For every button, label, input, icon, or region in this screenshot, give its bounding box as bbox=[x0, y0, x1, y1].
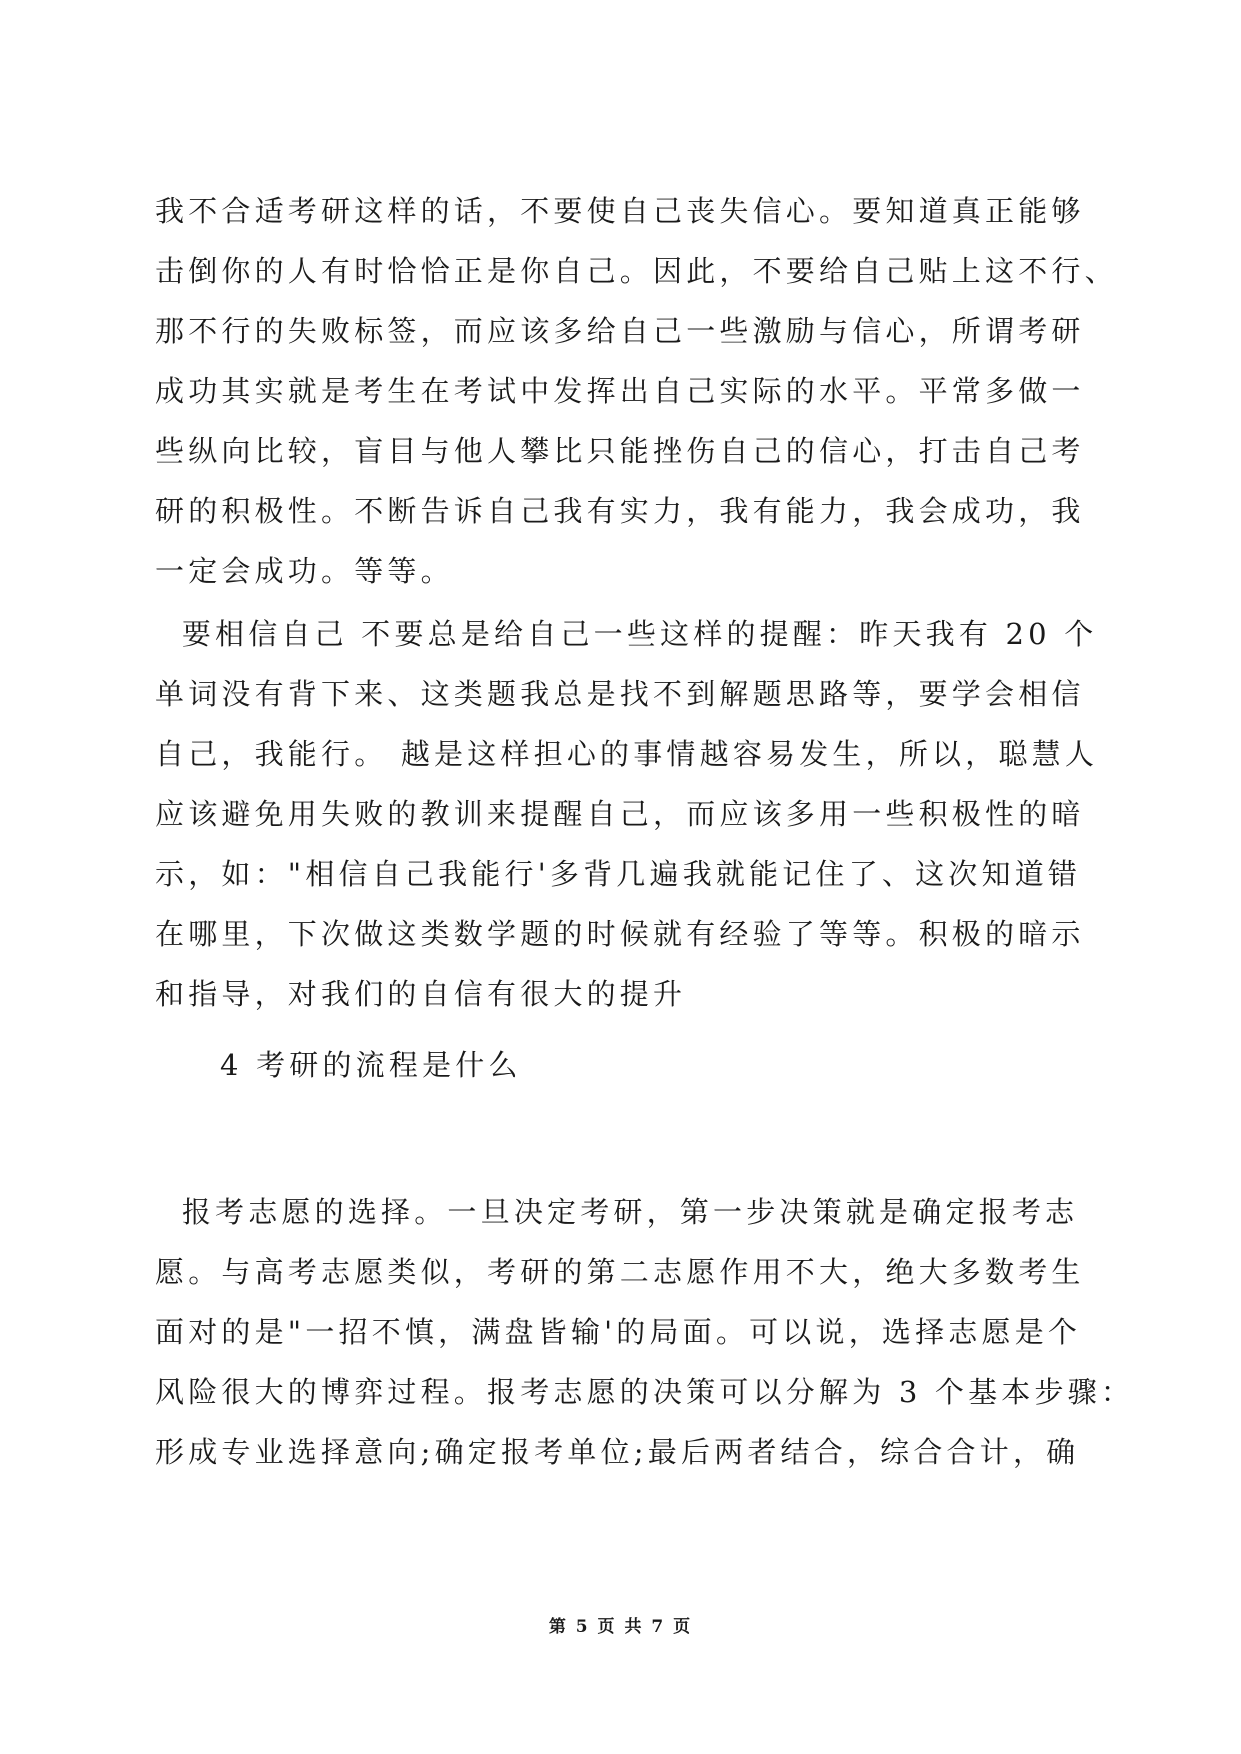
text-line: 单词没有背下来、这类题我总是找不到解题思路等，要学会相信 bbox=[155, 677, 1085, 711]
text-line: 那不行的失败标签，而应该多给自己一些激励与信心，所谓考研 bbox=[155, 314, 1085, 348]
text-line: 形成专业选择意向;确定报考单位;最后两者结合，综合合计，确 bbox=[155, 1435, 1080, 1469]
page-number-footer: 第 5 页 共 7 页 bbox=[548, 1617, 693, 1637]
text-line: 风险很大的博弈过程。报考志愿的决策可以分解为 3 个基本步骤： bbox=[155, 1375, 1135, 1409]
text-line: 研的积极性。不断告诉自己我有实力，我有能力，我会成功，我 bbox=[155, 494, 1085, 528]
text-line: 和指导，对我们的自信有很大的提升 bbox=[155, 977, 687, 1011]
text-line: 示，如："相信自己我能行'多背几遍我就能记住了、这次知道错 bbox=[155, 857, 1082, 891]
text-line: 些纵向比较，盲目与他人攀比只能挫伤自己的信心，打击自己考 bbox=[155, 434, 1085, 468]
paragraph-3 bbox=[155, 1182, 1135, 1482]
text-line: 应该避免用失败的教训来提醒自己，而应该多用一些积极性的暗 bbox=[155, 797, 1085, 831]
text-line: 击倒你的人有时恰恰正是你自己。因此，不要给自己贴上这不行、 bbox=[155, 254, 1118, 288]
text-line: 一定会成功。等等。 bbox=[155, 554, 454, 588]
text-line: 面对的是"一招不慎，满盘皆输'的局面。可以说，选择志愿是个 bbox=[155, 1315, 1082, 1349]
text-line: 我不合适考研这样的话，不要使自己丧失信心。要知道真正能够 bbox=[155, 194, 1085, 228]
section-heading: 4 考研的流程是什么 bbox=[220, 1048, 522, 1082]
text-line: 在哪里，下次做这类数学题的时候就有经验了等等。积极的暗示 bbox=[155, 917, 1085, 951]
paragraph-1 bbox=[155, 181, 1118, 601]
text-line: 成功其实就是考生在考试中发挥出自己实际的水平。平常多做一 bbox=[155, 374, 1085, 408]
text-line: 自己，我能行。 越是这样担心的事情越容易发生，所以，聪慧人 bbox=[155, 737, 1099, 771]
text-line: 报考志愿的选择。一旦决定考研，第一步决策就是确定报考志 bbox=[155, 1195, 1079, 1229]
text-line: 愿。与高考志愿类似，考研的第二志愿作用不大，绝大多数考生 bbox=[155, 1255, 1085, 1289]
text-line: 要相信自己 不要总是给自己一些这样的提醒：昨天我有 20 个 bbox=[155, 617, 1098, 651]
paragraph-2 bbox=[155, 604, 1099, 1024]
